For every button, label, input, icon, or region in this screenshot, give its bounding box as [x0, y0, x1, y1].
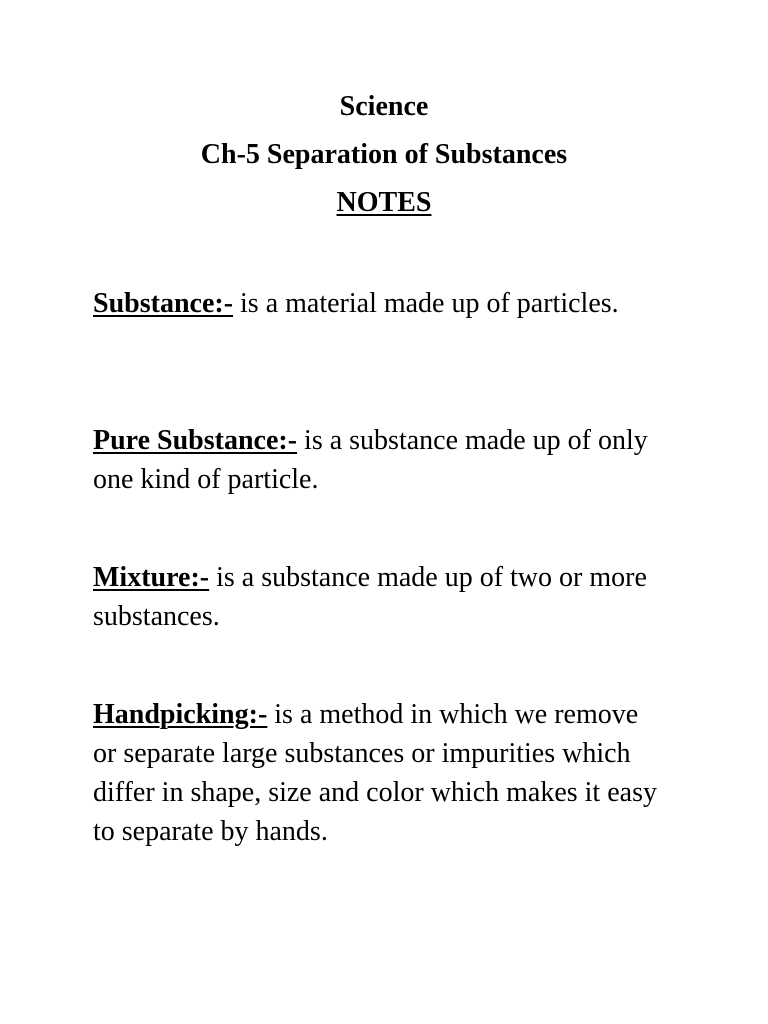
definition-pure-substance [93, 421, 673, 499]
definition-mixture [93, 558, 673, 636]
notes-heading: NOTES [336, 187, 432, 218]
definition-substance [93, 284, 673, 323]
definition-handpicking [93, 695, 663, 851]
definition-text: is a substance made up of only one kind of particle. [93, 425, 648, 495]
definition-term: Substance:- [93, 288, 234, 319]
definition-text: is a method in which we remove or separate large substances or impurities which differ in shape, size and color which makes it easy to separate by hands. [93, 699, 657, 847]
definition-text: is a material made up of particles. [233, 288, 619, 319]
definition-term: Handpicking:- [93, 699, 268, 730]
definition-term: Mixture:- [93, 562, 210, 593]
chapter-title: Ch-5 Separation of Substances [200, 139, 568, 170]
subject-title: Science [339, 91, 429, 122]
definition-term: Pure Substance:- [93, 425, 298, 456]
definition-text: is a substance made up of two or more substances. [93, 562, 647, 632]
